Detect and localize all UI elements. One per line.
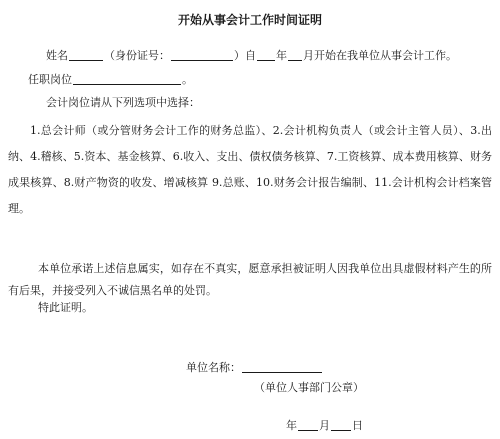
date-day-blank[interactable] <box>331 418 351 431</box>
options-prompt: 会计岗位请从下列选项中选择： <box>46 96 200 109</box>
id-number-blank[interactable] <box>171 48 233 61</box>
intro-line <box>46 48 457 64</box>
id-open-label: （身份证号： <box>104 49 170 62</box>
seal-note: （单位人事部门公章） <box>254 381 364 394</box>
date-year-label: 年 <box>286 419 297 432</box>
date-day-label: 日 <box>352 419 363 432</box>
position-label: 任职岗位 <box>28 73 72 86</box>
options-paragraph: 1.总会计师（或分管财务会计工作的财务总监）、2.会计机构负责人（或会计主管人员）、3.出纳、4.稽核、5.资本、基金核算、6.收入、支出、债权债务核算、7.工资核算、成本费用核算、财务成果核算、8.财产物资的收发、增减核算 9.总账、10.财务会计报告编制、11.会计机构会计档案管理。 <box>8 124 492 215</box>
month-text: 月开始在我单位从事会计工作。 <box>303 49 457 62</box>
id-close-label: ）自 <box>234 49 256 62</box>
date-month-blank[interactable] <box>298 418 318 431</box>
position-end: 。 <box>182 73 193 86</box>
position-blank[interactable] <box>73 72 181 85</box>
date-line <box>286 418 363 434</box>
unit-name-blank[interactable] <box>242 360 322 373</box>
unit-name-line <box>186 360 323 376</box>
start-month-blank[interactable] <box>288 48 302 61</box>
unit-name-label: 单位名称： <box>186 361 241 374</box>
name-label: 姓名 <box>46 49 68 62</box>
document-title: 开始从事会计工作时间证明 <box>177 13 322 27</box>
commitment-paragraph: 本单位承诺上述信息属实，如存在不真实，愿意承担被证明人因我单位出具虚假材料产生的所有后果，并接受列入不诚信黑名单的处罚。 <box>8 262 492 297</box>
special-statement: 特此证明。 <box>38 301 93 314</box>
date-month-label: 月 <box>319 419 330 432</box>
year-label: 年 <box>276 49 287 62</box>
position-line <box>28 72 193 88</box>
name-blank[interactable] <box>69 48 103 61</box>
start-year-blank[interactable] <box>257 48 275 61</box>
